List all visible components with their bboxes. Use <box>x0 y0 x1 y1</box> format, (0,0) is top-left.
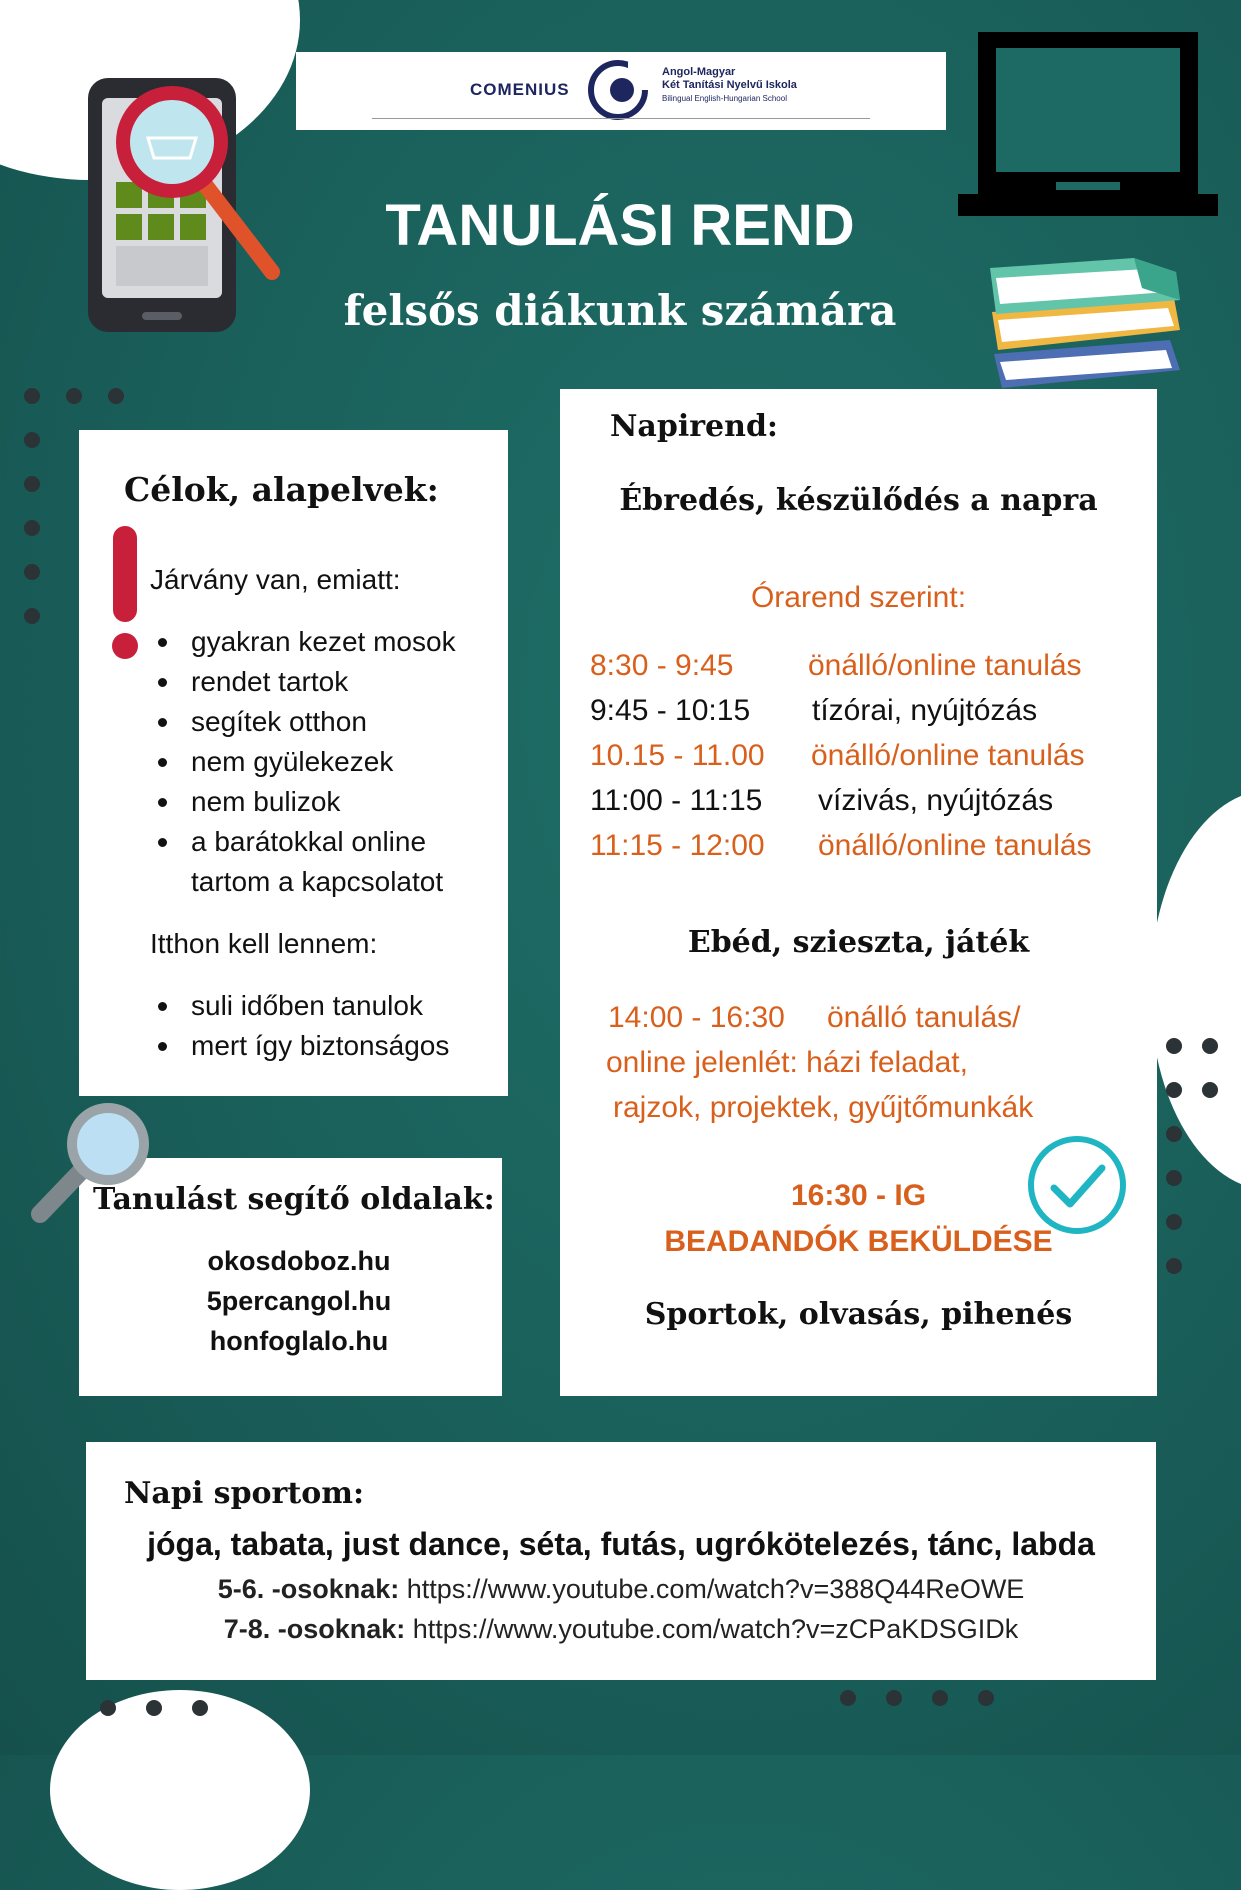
timetable-label: Órarend szerint: <box>750 581 967 614</box>
list-item: mert így biztonságos <box>155 1026 495 1066</box>
goals-list-2 <box>155 986 495 1066</box>
phone-search-icon <box>86 76 286 336</box>
schedule-row-time: 8:30 - 9:45 <box>590 649 734 682</box>
sports-link-row-78 <box>86 1614 1156 1645</box>
sports-url-78[interactable]: https://www.youtube.com/watch?v=zCPaKDSGIDk <box>412 1614 1019 1644</box>
schedule-morning: Ébredés, készülődés a napra <box>619 483 1098 518</box>
decor-circle-bottom-left <box>50 1690 310 1890</box>
schedule-row-time: 11:00 - 11:15 <box>590 784 763 817</box>
sports-link-row-56 <box>86 1574 1156 1605</box>
deadline-label: BEADANDÓK BEKÜLDÉSE <box>664 1225 1053 1258</box>
exclamation-icon <box>111 526 139 660</box>
schedule-row-activity: tízórai, nyújtózás <box>812 694 1038 727</box>
laptop-icon <box>956 30 1220 220</box>
sports-label-78: 7-8. -osoknak: <box>223 1614 406 1644</box>
list-item: a barátokkal online tartom a kapcsolatot <box>155 822 461 902</box>
sports-url-56[interactable]: https://www.youtube.com/watch?v=388Q44ReOWE <box>406 1574 1025 1604</box>
goals-intro-2: Itthon kell lennem: <box>150 928 378 959</box>
links-heading: Tanulást segítő oldalak: <box>93 1182 495 1217</box>
schedule-row-time: 10.15 - 11.00 <box>590 739 765 772</box>
schedule-row-activity: vízivás, nyújtózás <box>818 784 1054 817</box>
list-item: nem bulizok <box>155 782 485 822</box>
decor-circle-right <box>1150 790 1241 1190</box>
logo-name: COMENIUS <box>470 80 570 99</box>
sports-list: jóga, tabata, just dance, séta, futás, ugrókötelezés, tánc, labda <box>147 1526 1095 1562</box>
sports-heading: Napi sportom: <box>124 1476 365 1511</box>
schedule-row-time: 11:15 - 12:00 <box>590 829 765 862</box>
logo-divider <box>372 118 870 119</box>
checkmark-icon <box>1026 1134 1128 1236</box>
link-okosdoboz[interactable]: okosdoboz.hu <box>207 1246 391 1276</box>
afternoon-line-3: rajzok, projektek, gyűjtőmunkák <box>613 1091 1034 1124</box>
schedule-lunch: Ebéd, szieszta, játék <box>687 925 1030 960</box>
afternoon-line-1: önálló tanulás/ <box>827 1001 1021 1034</box>
sports-card <box>86 1442 1156 1680</box>
goals-intro-1: Járvány van, emiatt: <box>150 564 401 595</box>
school-emblem-icon <box>588 60 648 120</box>
schedule-row-activity: önálló/online tanulás <box>808 649 1082 682</box>
magnifier-icon <box>26 1102 156 1232</box>
page-subtitle: felsős diákunk számára <box>343 286 897 335</box>
goals-card <box>79 430 508 1096</box>
list-item: gyakran kezet mosok <box>155 622 485 662</box>
schedule-card <box>560 389 1157 1396</box>
sports-label-56: 5-6. -osoknak: <box>217 1574 400 1604</box>
link-honfoglalo[interactable]: honfoglalo.hu <box>209 1326 389 1356</box>
page-title: TANULÁSI REND <box>385 193 855 258</box>
school-logo-banner <box>296 52 946 130</box>
list-item: nem gyülekezek <box>155 742 485 782</box>
logo-subtitle: Angol-Magyar Két Tanítási Nyelvű Iskola Bilingual English-Hungarian School <box>662 66 797 103</box>
schedule-evening: Sportok, olvasás, pihenés <box>644 1297 1073 1332</box>
list-item: segítek otthon <box>155 702 485 742</box>
deadline-time: 16:30 - IG <box>790 1179 927 1212</box>
schedule-row-activity: önálló/online tanulás <box>818 829 1092 862</box>
goals-list-1 <box>155 622 485 902</box>
list-item: suli időben tanulok <box>155 986 495 1026</box>
schedule-heading: Napirend: <box>610 409 778 444</box>
schedule-row-activity: önálló/online tanulás <box>811 739 1085 772</box>
link-5percangol[interactable]: 5percangol.hu <box>206 1286 392 1316</box>
list-item: rendet tartok <box>155 662 485 702</box>
afternoon-line-2: online jelenlét: házi feladat, <box>606 1046 968 1079</box>
schedule-row-time: 9:45 - 10:15 <box>590 694 751 727</box>
afternoon-time: 14:00 - 16:30 <box>608 1001 785 1034</box>
goals-heading: Célok, alapelvek: <box>124 470 439 509</box>
